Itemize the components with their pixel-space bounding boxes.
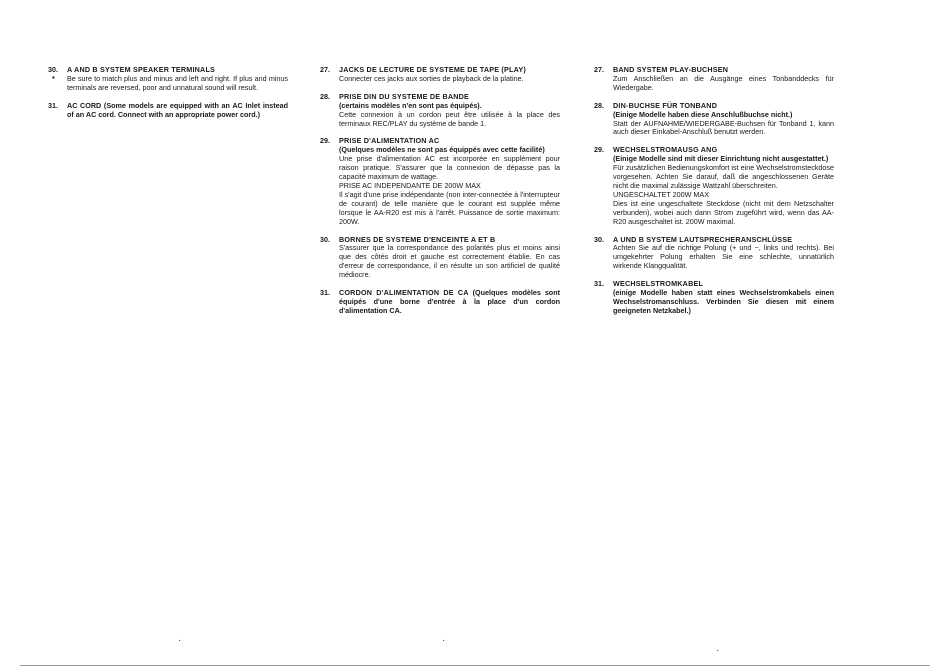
item-title: JACKS DE LECTURE DE SYSTEME DE TAPE (PLAY) [339,65,526,74]
item-title: AC CORD [67,100,102,110]
item-text: Cette connexion à un cordon peut être utilisée à la place des terminaux REC/PLAY du système de bande 1. [339,109,560,128]
item-text: Achten Sie auf die richtige Polung (+ und −, links und rechts). Bei umgekehrter Polung erhalten Sie eine schlechte, unnatürlich wirkende Klangqualität. [613,243,834,271]
item-text: S'assurer que la correspondance des polarités plus et moins ainsi que des côtés droit et gauche est correctement établie. En cas d'erreur de correspondance, il en résulte un son artificiel de qualité médiocre. [339,243,560,280]
item-text-2: Dies ist eine ungeschaltete Steckdose (nicht mit dem Netzschalter verbunden), wobei auch dann Strom zugeführt wird, wenn das AA-R20 ausgeschaltet ist. 200W maximal. [613,198,834,226]
scan-speck: · [178,635,182,646]
item-number: 28. [320,91,330,101]
item-28-din-buchse [594,102,834,138]
item-27-jacks-lecture [320,66,560,84]
item-number: 31. [594,279,604,289]
french-column [320,66,560,325]
item-29-prise-alimentation [320,137,560,226]
item-title: CORDON D'ALIMENTATION DE CA [339,288,469,298]
item-text: Connecter ces jacks aux sorties de playback de la platine. [339,73,524,83]
item-31-wechselstromkabel [594,280,834,316]
item-number: 31. [320,288,330,298]
item-27-band-system-play [594,66,834,93]
item-title: WECHSELSTROMAUSG ANG [613,145,718,155]
item-subtitle: UNGESCHALTET 200W MAX [613,189,709,199]
item-title: BORNES DE SYSTEME D'ENCEINTE A ET B [339,234,496,244]
item-title: PRISE DIN DU SYSTEME DE BANDE [339,91,470,101]
asterisk-mark: * [52,73,55,83]
item-number: 30. [320,234,330,244]
english-column [48,66,288,129]
item-31-cordon-alimentation [320,289,560,316]
item-text: Zum Anschließen an die Ausgänge eines Tonbanddecks für Wiedergabe. [613,73,834,92]
item-number: 30. [594,234,604,244]
item-subtitle: PRISE AC INDEPENDANTE DE 200W MAX [339,180,481,190]
item-30-speaker-terminals [48,66,288,93]
item-note: (Quelques modèles ne sont pas équippés avec cette facilité) [339,145,545,155]
item-title-and-note [67,102,288,120]
item-title: A AND B SYSTEM SPEAKER TERMINALS [67,65,216,74]
scan-speck: · [716,645,720,656]
item-31-ac-cord [48,102,288,120]
item-number: 31. [48,100,58,110]
item-29-wechselstromausgang [594,146,834,226]
item-text: Für zusätzlichen Bedienungskomfort ist eine Wechselstromsteckdose vorgesehen. Achten Sie darauf, daß die angeschlossenen Geräte nicht die maximal zulässige Wattzahl überschreiten. [613,163,834,190]
item-number: 28. [594,100,604,110]
item-note: (certains modèles n'en sont pas équipés). [339,100,482,110]
item-number: 29. [594,145,604,155]
item-note: (Quelques modèles sont équipés d'une borne d'entrée à la place d'un cordon d'alimentation CA. [339,288,560,315]
item-title: PRISE D'ALIMENTATION AC [339,136,440,146]
item-note: (Einige Modelle haben diese Anschlußbuchse nicht.) [613,109,793,119]
item-number: 27. [594,65,604,74]
item-text: Une prise d'alimentation AC est incorporée en supplément pour raison pratique. S'assurer que la connexion de dépasse pas la capacité maximum de wattage. [339,154,560,182]
item-text: Be sure to match plus and minus and left and right. If plus and minus terminals are reversed, poor and unnatural sound will result. [67,73,288,92]
scan-speck: · [442,635,446,646]
item-note: (einige Modelle haben statt eines Wechselstromkabels einen Wechselstromanschluss. Verbinden Sie diesen mit einem geeigneten Netzkabel.) [613,288,834,315]
german-column [594,66,834,325]
item-title-and-note [339,289,560,316]
item-title: BAND SYSTEM PLAY-BUCHSEN [613,65,729,74]
item-text: Statt der AUFNAHME/WIEDERGABE-Buchsen für Tonband 1, kann auch dieser Einkabel-Anschluß benutzt werden. [613,118,834,137]
item-bullet-text [52,73,288,93]
item-title: WECHSELSTROMKABEL [613,279,704,289]
item-note: (Einige Modelle sind mit dieser Einrichtung nicht ausgestattet.) [613,154,829,164]
item-number: 29. [320,136,330,146]
item-number: 27. [320,65,330,74]
page-bottom-edge [20,665,930,666]
item-note: (Some models are equipped with an AC Inlet instead of an AC cord. Connect with an appropriate power cord.) [67,100,289,119]
item-28-prise-din [320,93,560,129]
item-30-lautsprecheranschluesse [594,236,834,272]
item-number: 30. [48,65,58,74]
item-title: DIN-BUCHSE FÜR TONBAND [613,100,718,110]
item-text-2: Il s'agit d'une prise indépendante (non inter-connectée à l'interrupteur de courant) de telle manière que le courant est supplée même lorsque le AA-R20 est mis à l'arrêt. Puissance de sortie maximum: 200W. [339,189,560,226]
item-30-bornes-enceinte [320,236,560,281]
item-title: A UND B SYSTEM LAUTSPRECHERANSCHLÜSSE [613,234,793,244]
